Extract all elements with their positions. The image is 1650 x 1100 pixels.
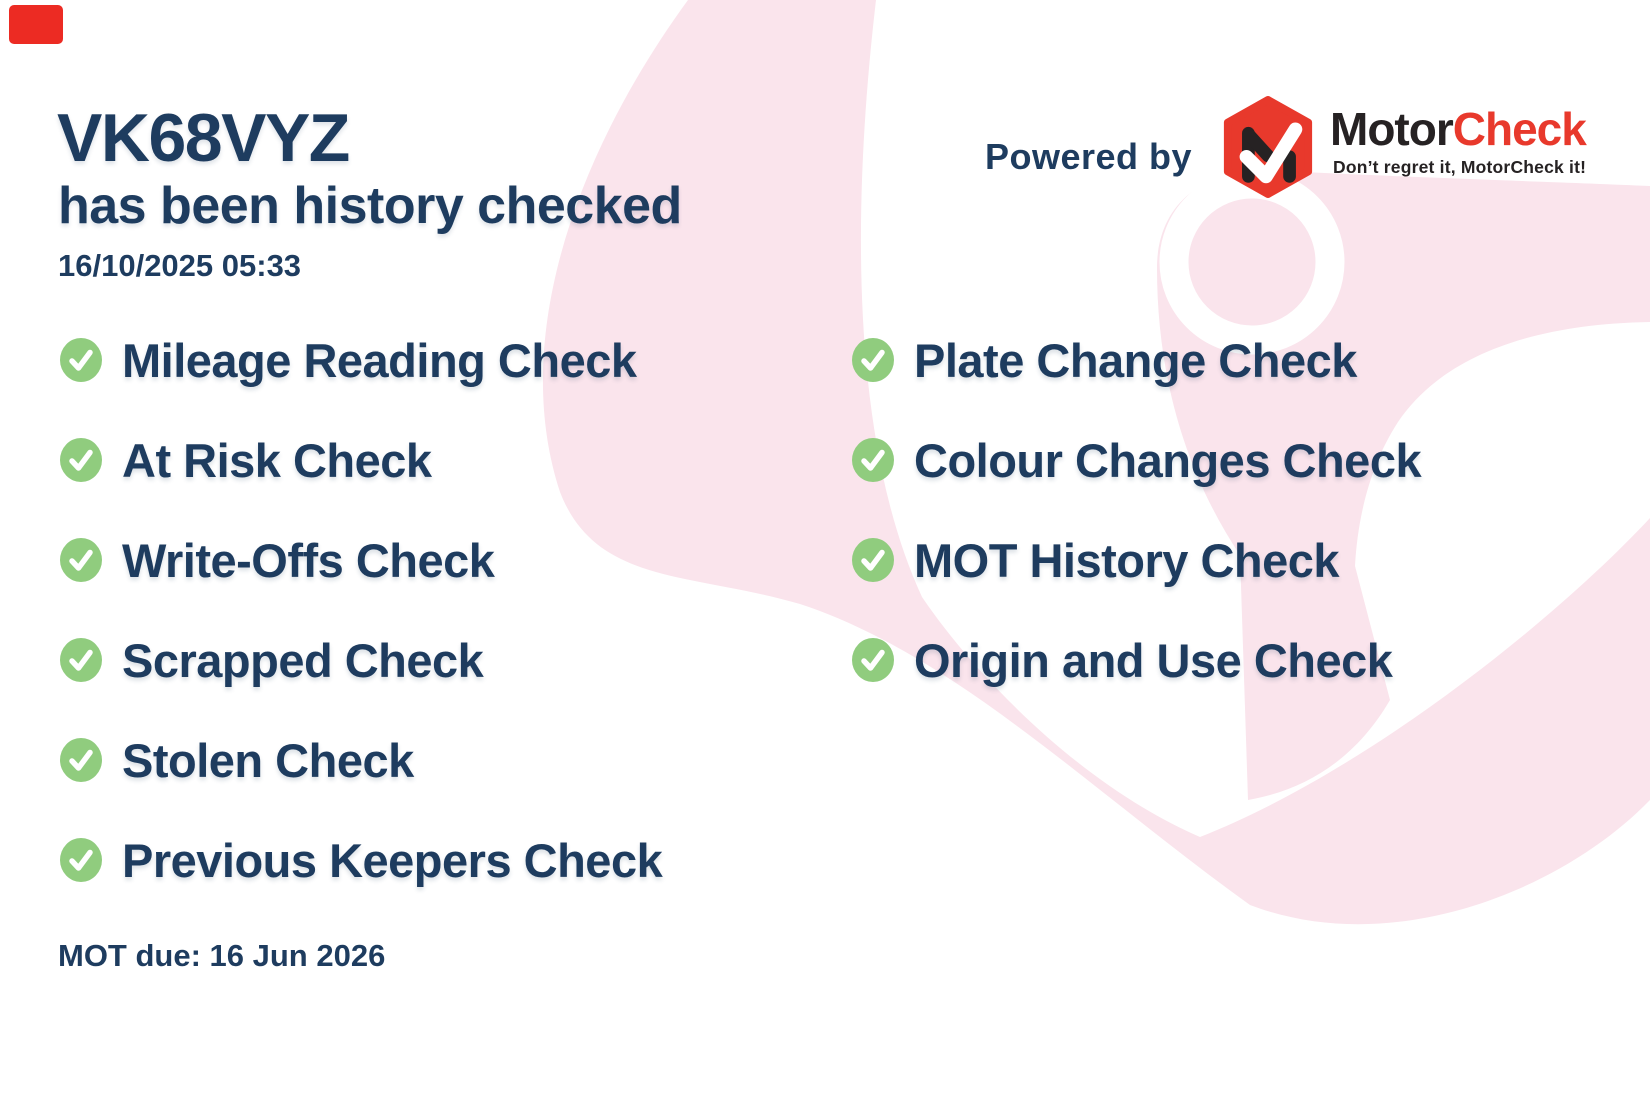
green-check-circle-icon <box>60 638 102 682</box>
green-check-circle-icon <box>852 438 894 482</box>
powered-by-label: Powered by <box>984 136 1192 177</box>
check-item-scrapped <box>60 634 483 686</box>
check-item-previous-keepers <box>60 834 662 886</box>
check-item-label: MOT History Check <box>914 533 1340 587</box>
corner-accent-square <box>9 5 63 44</box>
green-check-circle-icon <box>60 838 102 882</box>
check-item-label: Plate Change Check <box>914 333 1357 387</box>
check-item-at-risk <box>60 434 432 486</box>
check-item-label: Previous Keepers Check <box>122 833 663 887</box>
check-item-label: At Risk Check <box>122 433 432 487</box>
check-item-label: Origin and Use Check <box>914 633 1393 687</box>
check-item-label: Scrapped Check <box>122 633 484 687</box>
check-timestamp: 16/10/2025 05:33 <box>58 248 302 283</box>
check-item-plate-change <box>852 334 1357 386</box>
brand-wordmark <box>1330 103 1586 155</box>
brand-tagline: Don’t regret it, MotorCheck it! <box>1333 157 1587 177</box>
green-check-circle-icon <box>60 738 102 782</box>
check-item-colour-changes <box>852 434 1421 486</box>
check-item-stolen <box>60 734 414 786</box>
check-item-mot-history <box>852 534 1339 586</box>
check-item-label: Colour Changes Check <box>914 433 1422 487</box>
green-check-circle-icon <box>60 438 102 482</box>
green-check-circle-icon <box>852 538 894 582</box>
check-item-label: Write-Offs Check <box>122 533 495 587</box>
history-checked-subtitle: has been history checked <box>58 177 682 235</box>
green-check-circle-icon <box>852 638 894 682</box>
check-item-origin-and-use <box>852 634 1392 686</box>
green-check-circle-icon <box>60 338 102 382</box>
check-item-write-offs <box>60 534 494 586</box>
brand-motor-text: Motor <box>1330 103 1453 155</box>
mot-due-date: MOT due: 16 Jun 2026 <box>58 938 386 973</box>
check-item-mileage-reading <box>60 334 637 386</box>
green-check-circle-icon <box>852 338 894 382</box>
registration-plate-title: VK68VYZ <box>57 100 349 176</box>
motorcheck-hexagon-check-icon <box>1219 96 1317 198</box>
check-item-label: Mileage Reading Check <box>122 333 637 387</box>
check-item-label: Stolen Check <box>122 733 414 787</box>
green-check-circle-icon <box>60 538 102 582</box>
brand-check-text: Check <box>1452 103 1586 155</box>
